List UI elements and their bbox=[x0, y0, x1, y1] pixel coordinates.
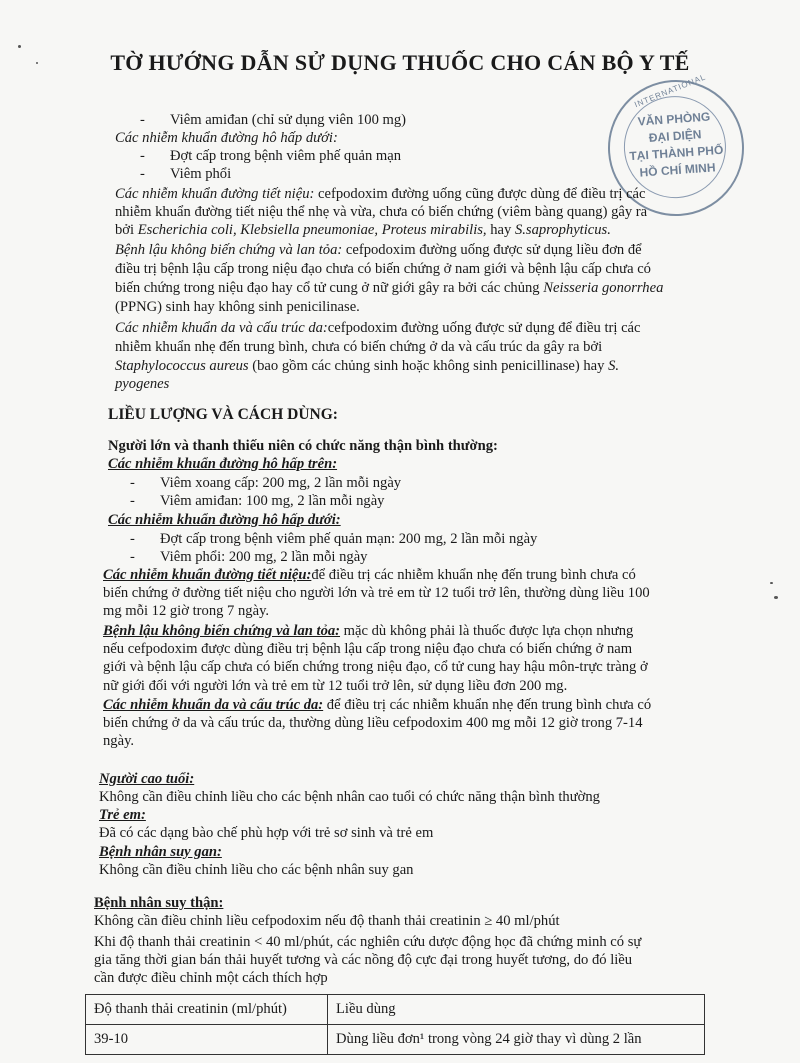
uti-dosage-line-2: biến chứng ở đường tiết niệu cho người lớn và trẻ em từ 12 tuổi trở lên, thường dùng liều 100 bbox=[103, 585, 650, 601]
intro-gonorrhea-line-3: biến chứng trong niệu đạo hay cổ tử cung ở nữ giới gây ra bởi các chủng Neisseria gonorrhea bbox=[115, 280, 664, 296]
renal-text-2: Khi độ thanh thải creatinin < 40 ml/phút, các nghiên cứu dược động học đã chứng minh có sự bbox=[94, 934, 642, 950]
intro-skin-line: Các nhiễm khuẩn da và cấu trúc da:cefpodoxim đường uống được sử dụng để điều trị các bbox=[115, 320, 641, 336]
elderly-text: Không cần điều chỉnh liều cho các bệnh nhân cao tuổi có chức năng thận bình thường bbox=[99, 789, 600, 805]
intro-gonorrhea-line: Bệnh lậu không biến chứng và lan tỏa: cefpodoxim đường uống được sử dụng liều đơn để bbox=[115, 242, 642, 258]
page-title: TỜ HƯỚNG DẪN SỬ DỤNG THUỐC CHO CÁN BỘ Y TẾ bbox=[110, 50, 690, 75]
skin-dosage-line-3: ngày. bbox=[103, 733, 135, 749]
uti-dosage-line-3: mg mỗi 12 giờ trong 7 ngày. bbox=[103, 603, 270, 619]
table-header-row bbox=[86, 995, 705, 1025]
scan-speck bbox=[770, 582, 773, 584]
adults-heading: Người lớn và thanh thiếu niên có chức năng thận bình thường: bbox=[108, 438, 498, 454]
intro-gonorrhea-line-4: (PPNG) sinh hay không sinh penicilinase. bbox=[115, 299, 360, 315]
gon-dosage-line-3: giới và bệnh lậu cấp chưa có biến chứng trong niệu đạo, cổ tử cung hay hậu môn-trực tràng ở bbox=[103, 659, 648, 675]
skin-dosage-line: Các nhiễm khuẩn da và cấu trúc da: để điều trị các nhiễm khuẩn nhẹ đến trung bình chưa có bbox=[103, 697, 652, 713]
intro-bullet-bronchitis: - Đợt cấp trong bệnh viêm phế quản mạn bbox=[140, 148, 402, 164]
lower-resp-heading: Các nhiễm khuẩn đường hô hấp dưới: bbox=[108, 512, 341, 528]
table-row bbox=[86, 1025, 705, 1055]
scan-speck bbox=[36, 62, 38, 64]
dosage-heading: LIỀU LƯỢNG VÀ CÁCH DÙNG: bbox=[108, 406, 338, 423]
gon-dosage-line: Bệnh lậu không biến chứng và lan tỏa: mặc dù không phải là thuốc được lựa chọn nhưng bbox=[103, 623, 634, 639]
children-heading: Trẻ em: bbox=[99, 807, 146, 823]
intro-skin-line-2: nhiễm khuẩn nhẹ đến trung bình, chưa có biến chứng ở da và cấu trúc da gây ra bởi bbox=[115, 339, 603, 355]
intro-bullet-tonsillitis: - Viêm amiđan (chỉ sử dụng viên 100 mg) bbox=[140, 112, 407, 128]
gon-dosage-line-2: nếu cefpodoxim được dùng điều trị bệnh lậu cấp trong niệu đạo chưa có biến chứng ở nam bbox=[103, 641, 633, 657]
intro-uti-line: Các nhiễm khuẩn đường tiết niệu: cefpodoxim đường uống cũng được dùng để điều trị các bbox=[115, 186, 646, 202]
gon-dosage-line-4: nữ giới đối với người lớn và trẻ em từ 12 tuổi trở lên, sử dụng liều đơn 200 mg. bbox=[103, 678, 568, 694]
intro-gonorrhea-line-2: điều trị bệnh lậu cấp trong niệu đạo chưa có biến chứng ở nam giới và bệnh lậu cấp chưa có bbox=[115, 261, 651, 277]
renal-heading: Bệnh nhân suy thận: bbox=[94, 895, 224, 911]
scan-speck bbox=[774, 596, 778, 599]
renal-text-4: cần được điều chỉnh một cách thích hợp bbox=[94, 970, 328, 986]
renal-text-3: gia tăng thời gian bán thải huyết tương và các nồng độ cực đại trong huyết tương, do đó liều bbox=[94, 952, 633, 968]
liver-heading: Bệnh nhân suy gan: bbox=[99, 844, 222, 860]
children-text: Đã có các dạng bào chế phù hợp với trẻ sơ sinh và trẻ em bbox=[99, 825, 434, 841]
renal-text-1: Không cần điều chỉnh liều cefpodoxim nếu độ thanh thải creatinin ≥ 40 ml/phút bbox=[94, 913, 560, 929]
stamp-line-4: HỒ CHÍ MINH bbox=[639, 160, 716, 180]
table-cell-dose: Dùng liều đơn¹ trong vòng 24 giờ thay vì dùng 2 lần bbox=[328, 1025, 705, 1055]
lower-resp-bronchitis: - Đợt cấp trong bệnh viêm phế quản mạn: 200 mg, 2 lần mỗi ngày bbox=[130, 531, 538, 547]
stamp-line-3: TẠI THÀNH PHỐ bbox=[628, 142, 724, 164]
table-cell-clearance: 39-10 bbox=[86, 1025, 328, 1055]
upper-resp-heading: Các nhiễm khuẩn đường hô hấp trên: bbox=[108, 456, 338, 472]
uti-dosage-line: Các nhiễm khuẩn đường tiết niệu:để điều trị các nhiễm khuẩn nhẹ đến trung bình chưa có bbox=[103, 567, 636, 583]
lower-resp-pneumonia: - Viêm phổi: 200 mg, 2 lần mỗi ngày bbox=[130, 549, 368, 565]
stamp-line-1: VĂN PHÒNG bbox=[637, 109, 711, 129]
stamp-line-2: ĐẠI DIỆN bbox=[648, 127, 702, 145]
table-header-clearance: Độ thanh thải creatinin (ml/phút) bbox=[86, 995, 328, 1025]
intro-skin-line-3: Staphylococcus aureus (bao gồm các chủng sinh hoặc không sinh penicillinase) hay S. bbox=[115, 358, 620, 374]
intro-bullet-pneumonia: - Viêm phổi bbox=[140, 166, 232, 182]
stamp-ring-text: INTERNATIONAL bbox=[633, 72, 708, 110]
intro-skin-line-4: pyogenes bbox=[115, 376, 170, 392]
liver-text: Không cần điều chỉnh liều cho các bệnh nhân suy gan bbox=[99, 862, 414, 878]
intro-lower-resp-heading: Các nhiễm khuẩn đường hô hấp dưới: bbox=[115, 130, 338, 146]
renal-dose-table bbox=[85, 994, 705, 1055]
intro-uti-line-3: bởi Escherichia coli, Klebsiella pneumoniae, Proteus mirabilis, hay S.saprophyticus. bbox=[115, 222, 611, 238]
skin-dosage-line-2: biến chứng ở da và cấu trúc da, thường dùng liều cefpodoxim 400 mg mỗi 12 giờ trong 7-14 bbox=[103, 715, 643, 731]
intro-uti-line-2: nhiễm khuẩn đường tiết niệu thể nhẹ và vừa, chưa có biến chứng (viêm bàng quang) gây ra bbox=[115, 204, 648, 220]
upper-resp-sinusitis: - Viêm xoang cấp: 200 mg, 2 lần mỗi ngày bbox=[130, 475, 402, 491]
upper-resp-tonsillitis: - Viêm amiđan: 100 mg, 2 lần mỗi ngày bbox=[130, 493, 385, 509]
elderly-heading: Người cao tuổi: bbox=[99, 771, 195, 787]
table-header-dose: Liều dùng bbox=[328, 995, 705, 1025]
scan-speck bbox=[18, 45, 21, 48]
